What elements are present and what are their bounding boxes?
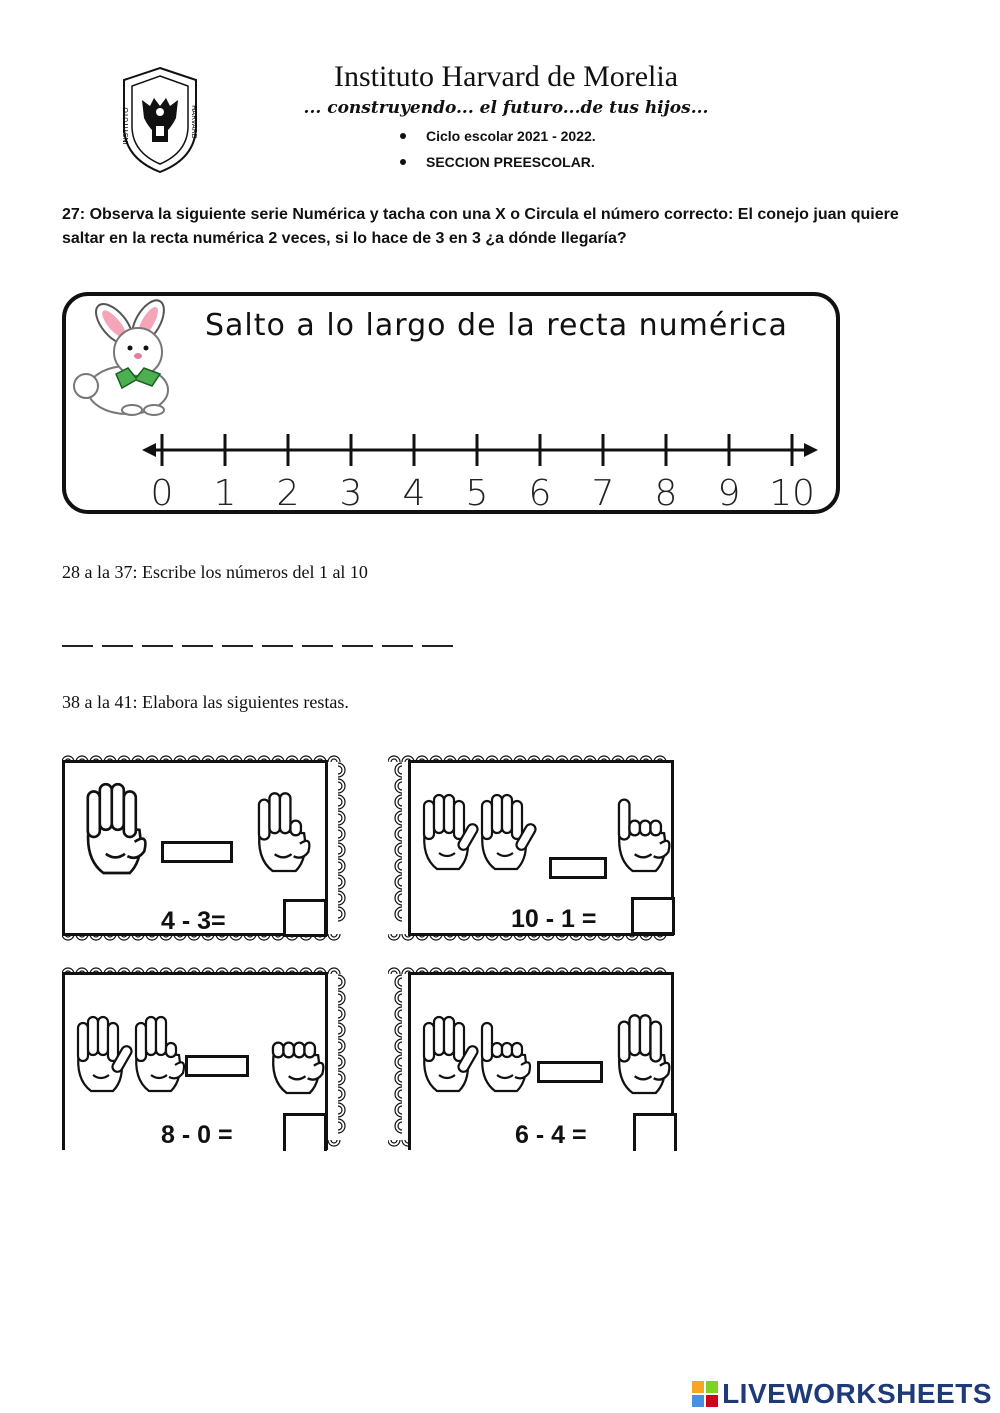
tick-label[interactable]: 3 — [339, 473, 363, 514]
subtraction-expression: 4 - 3= — [161, 907, 226, 935]
subtraction-card — [62, 964, 352, 1150]
hand-icon — [482, 795, 537, 869]
hand-icon — [424, 1017, 479, 1091]
tick-label[interactable]: 10 — [769, 473, 815, 514]
hands-illustration — [415, 997, 675, 1117]
bullet-dot-icon — [400, 159, 406, 165]
answer-box[interactable] — [633, 1113, 677, 1151]
hand-icon — [424, 795, 479, 869]
answer-blank[interactable] — [102, 645, 133, 647]
operator-box — [185, 1055, 249, 1077]
answer-blank[interactable] — [142, 645, 173, 647]
card-body — [408, 760, 674, 936]
header-bullets — [400, 123, 596, 175]
hand-icon — [273, 1043, 323, 1093]
tick-label[interactable]: 5 — [465, 473, 489, 514]
answer-blank[interactable] — [422, 645, 453, 647]
answer-blank[interactable] — [62, 645, 93, 647]
subtraction-card — [388, 964, 678, 1150]
subtraction-expression: 8 - 0 = — [161, 1121, 233, 1149]
card-body — [62, 760, 328, 936]
liveworksheets-logo — [692, 1378, 992, 1410]
school-year: Ciclo escolar 2021 - 2022. — [426, 128, 596, 144]
card-body — [408, 972, 674, 1150]
subtraction-card — [62, 752, 352, 944]
number-line-title: Salto a lo largo de la recta numérica — [205, 308, 788, 343]
question-28-37: 28 a la 37: Escribe los números del 1 al 10 — [62, 562, 368, 582]
tick-label[interactable]: 2 — [276, 473, 300, 514]
hand-icon — [619, 800, 669, 871]
answer-blank[interactable] — [342, 645, 373, 647]
bullet-dot-icon — [400, 133, 406, 139]
operator-box — [549, 857, 607, 879]
school-name: Instituto Harvard de Morelia — [333, 60, 679, 93]
hand-icon — [619, 1015, 669, 1093]
number-line — [62, 292, 840, 514]
bullet-item — [400, 149, 596, 175]
tick-label[interactable]: 4 — [402, 473, 426, 514]
answer-box[interactable] — [631, 897, 675, 935]
answer-box[interactable] — [283, 1113, 327, 1151]
answer-blank[interactable] — [262, 645, 293, 647]
hand-icon — [259, 793, 309, 871]
hands-illustration — [69, 775, 329, 895]
subtraction-expression: 6 - 4 = — [515, 1121, 587, 1149]
operator-box — [161, 841, 233, 863]
tick-label[interactable]: 9 — [717, 473, 741, 514]
bullet-item — [400, 123, 596, 149]
tick-label[interactable]: 0 — [150, 473, 174, 514]
tick-label[interactable]: 1 — [213, 473, 237, 514]
school-slogan: ... construyendo... el futuro...de tus hijos... — [303, 98, 709, 118]
hand-icon — [78, 1017, 133, 1091]
hand-icon — [136, 1017, 184, 1091]
subtraction-expression: 10 - 1 = — [511, 905, 597, 933]
tick-label[interactable]: 7 — [591, 473, 615, 514]
liveworksheets-icon — [692, 1381, 718, 1407]
brand-name: LIVEWORKSHEETS — [722, 1378, 992, 1409]
arrow-left-icon — [142, 443, 156, 457]
tick-label[interactable]: 6 — [528, 473, 552, 514]
answer-blank[interactable] — [302, 645, 333, 647]
question-38-41: 38 a la 41: Elabora las siguientes restas. — [62, 692, 349, 712]
operator-box — [537, 1061, 603, 1083]
hands-illustration — [415, 775, 675, 895]
answer-box[interactable] — [283, 899, 327, 937]
svg-text:INSTITUTO: INSTITUTO — [122, 107, 130, 145]
tick-label[interactable]: 8 — [654, 473, 678, 514]
section-name: SECCION PREESCOLAR. — [426, 154, 595, 170]
answer-blank[interactable] — [182, 645, 213, 647]
arrow-right-icon — [804, 443, 818, 457]
answer-blanks — [62, 645, 453, 647]
hand-icon — [88, 784, 146, 873]
question-27: 27: Observa la siguiente serie Numérica y tacha con una X o Circula el número correcto: El conejo juan quiere saltar en la recta numérica 2 veces, si lo hace de 3 en 3 ¿a dónde llegaría? — [62, 206, 899, 247]
svg-text:HARVARD: HARVARD — [190, 105, 198, 139]
answer-blank[interactable] — [222, 645, 253, 647]
subtraction-card — [388, 752, 678, 944]
answer-blank[interactable] — [382, 645, 413, 647]
card-body — [62, 972, 328, 1150]
hand-icon — [482, 1023, 530, 1091]
